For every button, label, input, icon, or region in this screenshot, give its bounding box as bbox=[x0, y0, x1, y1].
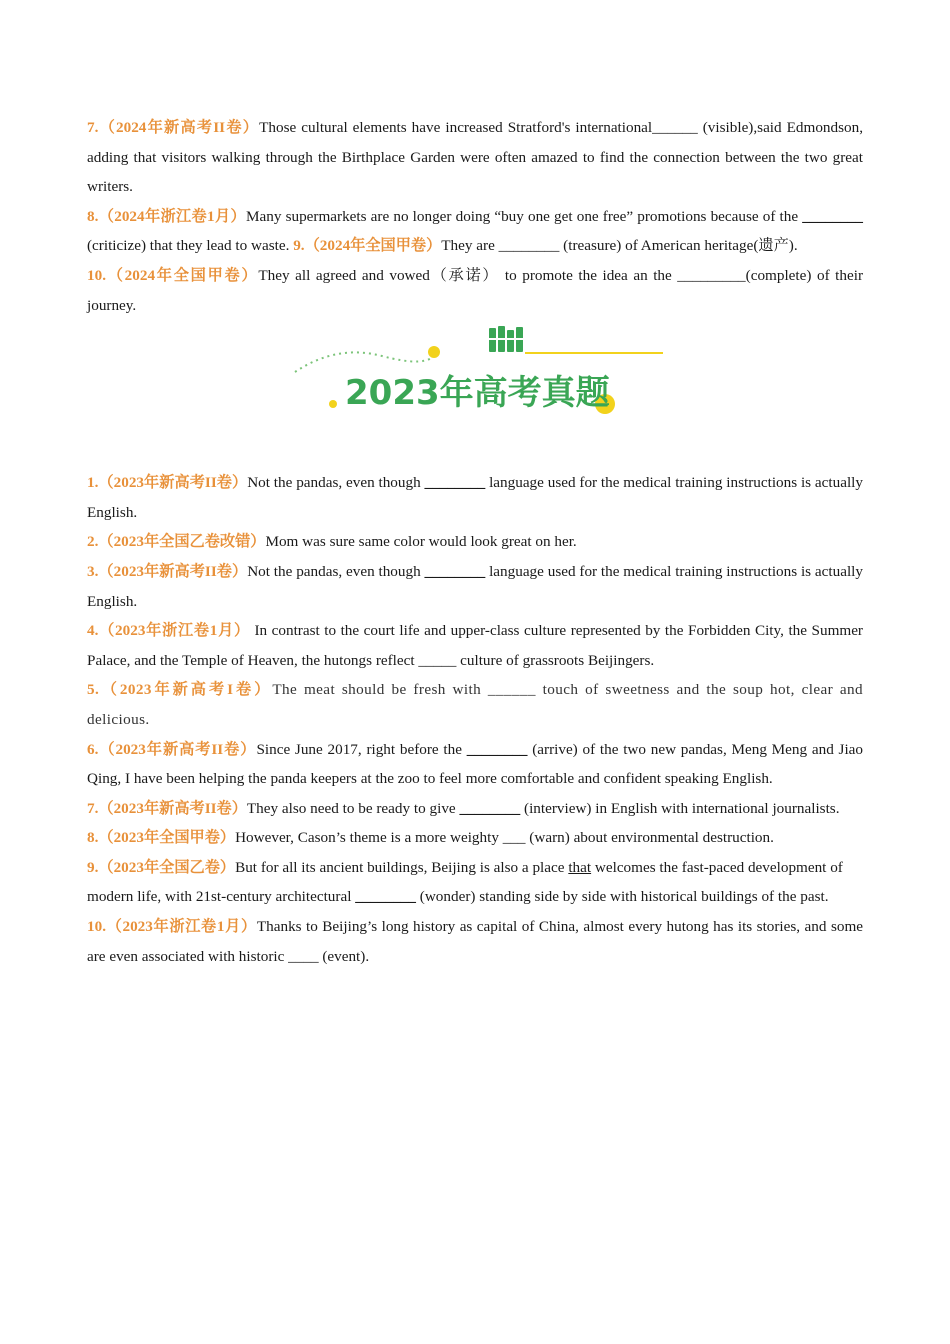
question-2023-8: 8.（2023年全国甲卷）However, Cason’s theme is a more weighty ___ (warn) about environmental destruction. bbox=[87, 829, 774, 847]
question-tag: 2.（2023年全国乙卷改错） bbox=[87, 533, 266, 551]
banner-graphic bbox=[287, 324, 667, 424]
answer-blank: ________ bbox=[355, 888, 416, 906]
answer-blank: ________ bbox=[459, 799, 521, 817]
question-2023-5: 5.（2023年新高考I卷）The meat should be fresh with ______ touch of sweetness and the soup hot, clear and delicious. bbox=[87, 681, 863, 728]
yellow-dot-icon bbox=[329, 400, 337, 408]
question-2024-7: 7.（2024年新高考II卷）Those cultural elements have increased Stratford's international______ (visible),said Edmondson, adding that visitors walking through the Birthplace Garden were often amazed to find the connection between the two great writers. bbox=[87, 119, 864, 196]
question-2023-2: 2.（2023年全国乙卷改错）Mom was sure same color would look great on her. bbox=[87, 533, 577, 551]
answer-blank: ________ bbox=[466, 740, 528, 758]
yellow-dot-icon bbox=[428, 346, 440, 358]
question-tag: 8.（2023年全国甲卷） bbox=[87, 829, 236, 847]
question-tag: 9.（2023年全国乙卷） bbox=[87, 858, 236, 876]
question-tag: 5.（2023年新高考I卷） bbox=[87, 681, 273, 699]
question-tag: 1.（2023年新高考II卷） bbox=[87, 474, 248, 492]
question-tag: 10.（2023年浙江卷1月） bbox=[87, 918, 257, 936]
question-2024-8-9: 8.（2024年浙江卷1月）Many supermarkets are no longer doing “buy one get one free” promotions because of the ________ (criticize) that they lead to waste. 9.（2024年全国甲卷）They are ________ (treasure) of American heritage(遗产). bbox=[87, 207, 863, 255]
question-2023-9: 9.（2023年全国乙卷）But for all its ancient buildings, Beijing is also a place that welcomes the fast-paced development of modern life, with 21st-century architectural ________ (wonder) standing side by side with historical buildings of the past. bbox=[87, 858, 843, 906]
question-tag: 4.（2023年浙江卷1月） bbox=[87, 622, 250, 640]
answer-blank: ________ bbox=[424, 474, 486, 492]
question-tag: 7.（2023年新高考II卷） bbox=[87, 799, 247, 817]
books-icon bbox=[489, 326, 523, 352]
question-2023-4: 4.（2023年浙江卷1月） In contrast to the court life and upper-class culture represented by the Forbidden City, the Summer Palace, and the Temple of Heaven, the hutongs reflect _____ culture of grassroots Beijingers. bbox=[87, 622, 863, 669]
section-banner bbox=[87, 320, 863, 468]
question-tag: 3.（2023年新高考II卷） bbox=[87, 562, 248, 580]
question-tag: 8.（2024年浙江卷1月） bbox=[87, 207, 247, 225]
question-2023-6: 6.（2023年新高考II卷）Since June 2017, right before the ________ (arrive) of the two new pandas, Meng Meng and Jiao Qing, I have been helping the panda keepers at the zoo to feel more comfortable and confident speaking English. bbox=[87, 740, 864, 788]
question-2023-7: 7.（2023年新高考II卷）They also need to be ready to give ________ (interview) in English with international journalists. bbox=[87, 799, 840, 817]
question-tag: 6.（2023年新高考II卷） bbox=[87, 740, 257, 758]
question-tag: 7.（2024年新高考II卷） bbox=[87, 119, 260, 136]
question-tag: 10.（2024年全国甲卷） bbox=[87, 266, 259, 284]
section-2023 bbox=[87, 468, 863, 971]
question-2024-10: 10.（2024年全国甲卷）They all agreed and vowed（承诺） to promote the idea an the _________(complete) of their journey. bbox=[87, 266, 864, 314]
answer-blank: ________ bbox=[802, 207, 863, 225]
question-2023-3: 3.（2023年新高考II卷）Not the pandas, even though ________ language used for the medical training instructions is actually English. bbox=[87, 562, 863, 610]
dotted-swoosh-icon bbox=[295, 353, 435, 373]
question-tag: 9.（2024年全国甲卷） bbox=[293, 237, 442, 255]
answer-blank: ________ bbox=[424, 562, 486, 580]
question-2023-1: 1.（2023年新高考II卷）Not the pandas, even though ________ language used for the medical training instructions is actually English. bbox=[87, 474, 863, 521]
underlined-word: that bbox=[568, 858, 592, 876]
banner-title: 2023年高考真题 bbox=[345, 373, 610, 414]
question-2023-10: 10.（2023年浙江卷1月）Thanks to Beijing’s long history as capital of China, almost every hutong has its stories, and some are even associated with historic ____ (event). bbox=[87, 918, 864, 965]
document-page bbox=[87, 113, 863, 971]
